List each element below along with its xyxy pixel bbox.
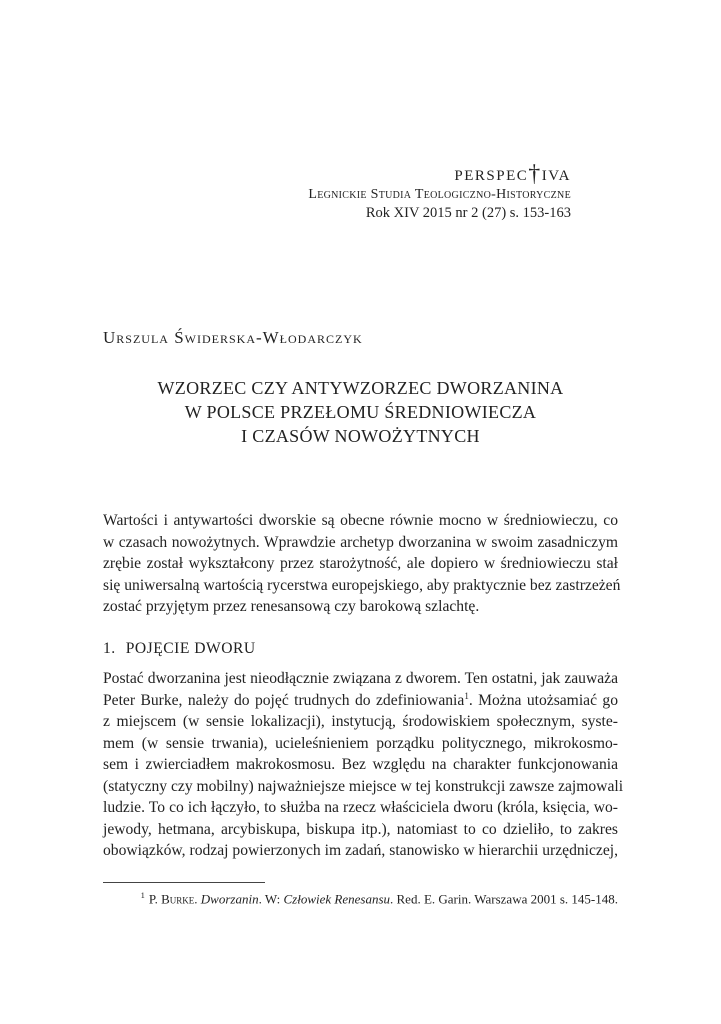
footnote-rest: . Red. E. Garin. Warszawa 2001 s. 145-148.: [390, 891, 618, 907]
journal-header: [308, 160, 571, 223]
body-line: ludzie. To co ich łączyło, to służba na rzecz właściciela dworu (króla, księcia, wo-: [103, 799, 618, 816]
footnote-author: P. Burke: [148, 891, 195, 907]
footnote-mark: 1: [140, 890, 145, 900]
abstract: [103, 510, 621, 618]
cross-icon: †: [528, 161, 542, 187]
abstract-line: zrębie został wykształcony przez starożytność, ale dopiero w średniowieczu stał: [103, 555, 618, 572]
footnote-sep: .: [194, 891, 201, 907]
body-line: sem i zwierciadłem makrokosmosu. Bez względu na charakter funkcjonowania: [103, 756, 618, 773]
journal-volume: Rok XIV 2015 nr 2 (27) s. 153-163: [365, 205, 571, 221]
body-text: [103, 668, 624, 862]
body-line: Postać dworzanina jest nieodłącznie związana z dworem. Ten ostatni, jak zauważa: [103, 670, 618, 687]
title-line: I CZASÓW NOWOŻYTNYCH: [241, 426, 480, 446]
abstract-line: Wartości i antywartości dworskie są obecne równie mocno w średniowieczu, co: [103, 512, 618, 529]
journal-name-part: iva: [541, 160, 571, 185]
abstract-line: zostać przyjętym przez renesansową czy barokową szlachtę.: [103, 598, 480, 615]
body-line: mem (w sensie trwania), ucieleśnieniem porządku politycznego, mikrokosmo-: [103, 734, 618, 752]
abstract-line: się uniwersalną wartością rycerstwa europejskiego, aby praktycznie bez zastrzeżeń: [103, 576, 621, 594]
journal-name-part: perspec: [454, 160, 529, 185]
footnote-sep: . W:: [258, 891, 284, 907]
title-line: W POLSCE PRZEŁOMU ŚREDNIOWIECZA: [184, 402, 537, 422]
body-text-fragment: Peter Burke, należy do pojęć trudnych do zdefiniowania: [103, 691, 465, 709]
abstract-line: w czasach nowożytnych. Wprawdzie archetyp dworzanina w swoim zasadniczym: [103, 533, 618, 551]
article-author: Urszula Świderska-Włodarczyk: [103, 328, 363, 347]
body-line: jewody, hetmana, arcybiskupa, biskupa itp.), natomiast to co dzieliło, to zakres: [103, 820, 618, 838]
journal-subtitle: Legnickie Studia Teologiczno-Historyczne: [308, 187, 571, 202]
footnote-collection: Człowiek Renesansu: [283, 891, 391, 907]
body-text-fragment: . Można utożsamiać go: [468, 691, 618, 709]
body-line: obowiązków, rodzaj powierzonych im zadań, stanowisko w hierarchii urzędniczej,: [103, 842, 618, 859]
footnote-divider: [103, 882, 265, 883]
section-title: POJĘCIE DWORU: [125, 640, 256, 657]
article-title: [103, 376, 618, 448]
journal-name: [308, 160, 571, 186]
footnote-work: Dworzanin: [200, 891, 259, 907]
section-heading: [103, 640, 256, 658]
body-line: z miejscem (w sensie lokalizacji), instytucją, środowiskiem społecznym, syste-: [103, 713, 618, 730]
title-line: WZORZEC CZY ANTYWZORZEC DWORZANINA: [157, 378, 564, 398]
body-line: [103, 690, 618, 712]
footnote-reference[interactable]: 1: [464, 690, 469, 701]
body-line: (statyczny czy mobilny) najważniejsze miejsce w tej konstrukcji zawsze zajmowali: [103, 777, 624, 795]
footnote: [103, 886, 618, 908]
section-number: 1.: [103, 640, 116, 657]
